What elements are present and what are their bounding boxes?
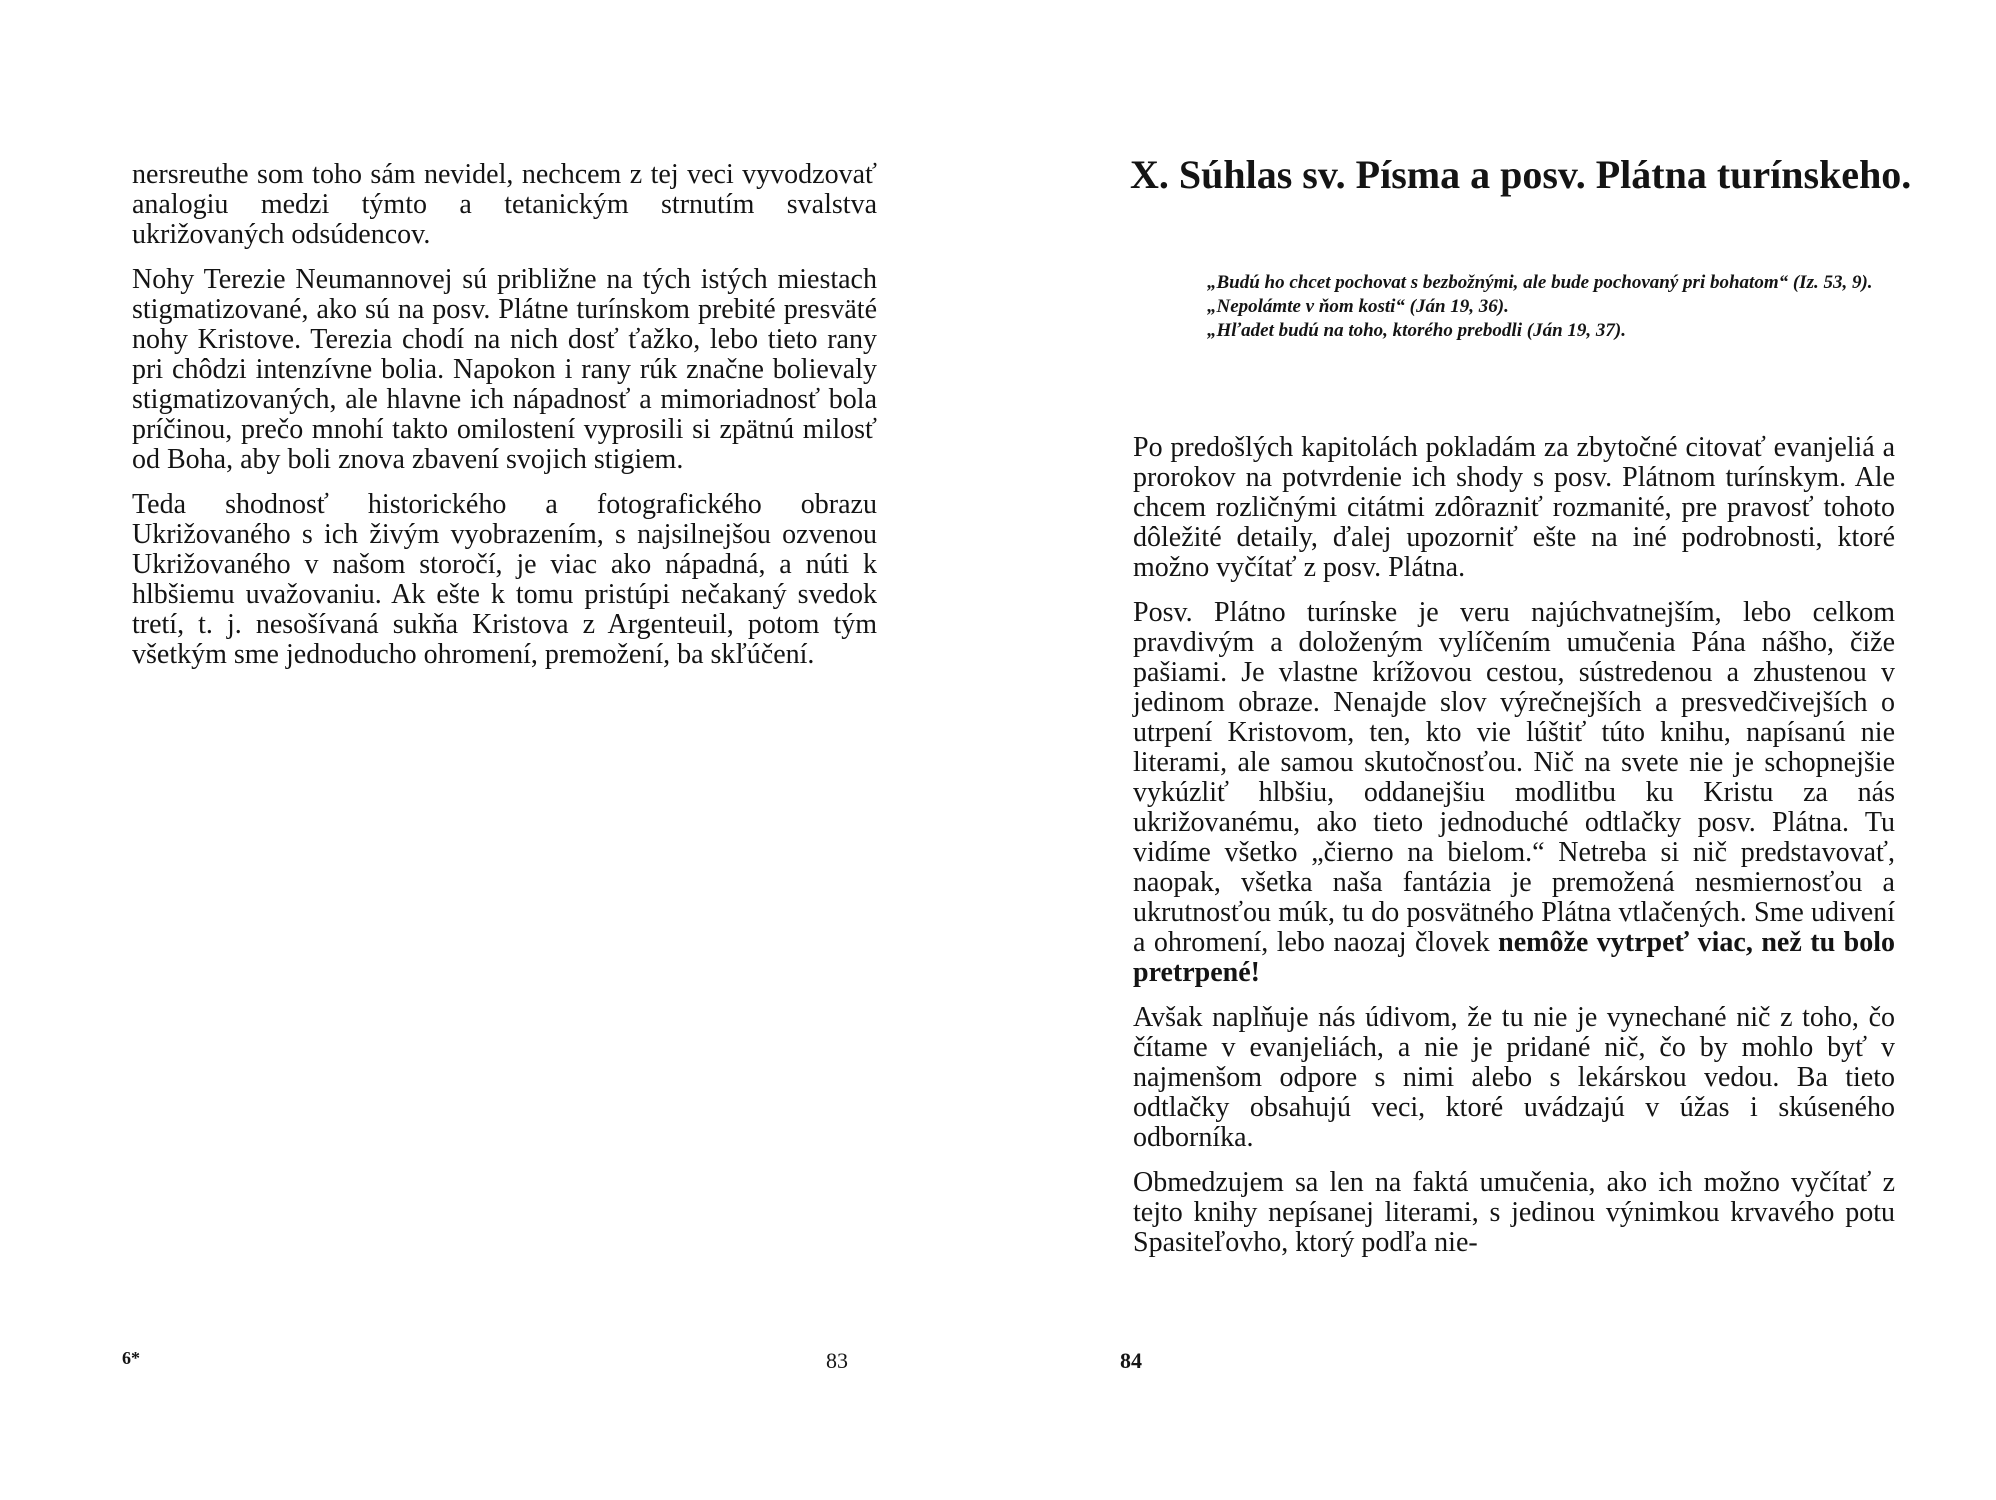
right-page-body (1133, 433, 1895, 1273)
epigraph-quote-2: „Nepolámte v ňom kosti“ (Ján 19, 36). (1207, 296, 1509, 317)
signature-mark: 6* (122, 1348, 140, 1368)
right-paragraph-1: Po predošlých kapitolách pokladám za zbytočné citovať evanjeliá a prorokov na potvrdenie ich shody s posv. Plátnom turínskym. Ale chcem rozličnými citátmi zdôrazniť rozmanité, pre pravosť tohoto dôležité detaily, ďalej upozorniť ešte na iné podrobnosti, ktoré možno vyčítať z posv. Plátna. (1133, 432, 1895, 583)
left-paragraph-3: Teda shodnosť historického a fotografického obrazu Ukrižovaného s ich živým vyobrazením, s najsilnejšou ozvenou Ukrižovaného v našom storočí, je viac ako nápadná, a núti k hlbšiemu uvažovaniu. Ak ešte k tomu pristúpi nečakaný svedok tretí, t. j. nesošívaná sukňa Kristova z Argenteuil, potom tým všetkým sme jednoducho ohromení, premožení, ba skľúčení. (132, 489, 877, 670)
left-paragraph-1: nersreuthe som toho sám nevidel, nechcem z tej veci vyvodzovať analogiu medzi týmto a tetanickým strnutím svalstva ukrižovaných odsúdencov. (132, 159, 877, 250)
right-paragraph-3: Avšak naplňuje nás údivom, že tu nie je vynechané nič z toho, čo čítame v evanjeliách, a nie je pridané nič, čo by mohlo byť v najmenšom odpore s nimi alebo s lekárskou vedou. Ba tieto odtlačky obsahujú veci, ktoré uvádzajú v úžas i skúseného odborníka. (1133, 1002, 1895, 1153)
emphasis-text: nemôže vytrpeť viac, než tu bolo pretrpené! (1133, 927, 1895, 988)
right-paragraph-2 (1133, 598, 1895, 988)
left-paragraph-2: Nohy Terezie Neumannovej sú približne na tých istých miestach stigmatizované, ako sú na posv. Plátne turínskom prebité presväté nohy Kristove. Terezia chodí na nich dosť ťažko, lebo tieto rany pri chôdzi intenzívne bolia. Napokon i rany rúk značne bolievaly stigmatizovaných, ale hlavne ich nápadnosť a mimoriadnosť bola príčinou, prečo mnohí takto omilostení vyprosili si zpätnú milosť od Boha, aby boli znova zbavení svojich stigiem. (132, 264, 877, 475)
right-page (998, 0, 1996, 1500)
page-number-left: 83 (826, 1348, 848, 1373)
left-page-body (132, 160, 877, 685)
page-number-right: 84 (1120, 1348, 1142, 1373)
epigraph (1207, 272, 1890, 344)
epigraph-quote-3: „Hľadet budú na toho, ktorého prebodli (Ján 19, 37). (1207, 320, 1626, 341)
epigraph-quote-1: „Budú ho chcet pochovat s bezbožnými, ale bude pochovaný pri bohatom“ (Iz. 53, 9). (1207, 272, 1873, 293)
chapter-title: X. Súhlas sv. Písma a posv. Plátna turínskeho. (1130, 152, 1912, 197)
right-paragraph-2-text: Posv. Plátno turínske je veru najúchvatnejším, lebo celkom pravdivým a doloženým vylíčením umučenia Pána nášho, čiže pašiami. Je vlastne krížovou cestou, sústredenou a zhustenou v jedinom obraze. Nenajde slov výrečnejších a presvedčivejších o utrpení Kristovom, ten, kto vie lúštiť túto knihu, napísanú nie literami, ale samou skutočnosťou. Nič na svete nie je schopnejšie vykúzliť hlbšiu, oddanejšiu modlitbu ku Kristu za nás ukrižovanému, ako tieto jednoduché odtlačky posv. Plátna. Tu vidíme všetko „čierno na bielom.“ Netreba si nič predstavovať, naopak, všetka naša fantázia je premožená nesmiernosťou a ukrutnosťou múk, tu do posvätného Plátna vtlačených. Sme udivení a ohromení, lebo naozaj človek (1133, 597, 1895, 958)
right-paragraph-4: Obmedzujem sa len na faktá umučenia, ako ich možno vyčítať z tejto knihy nepísanej literami, s jedinou výnimkou krvavého potu Spasiteľovho, ktorý podľa nie- (1133, 1167, 1895, 1258)
